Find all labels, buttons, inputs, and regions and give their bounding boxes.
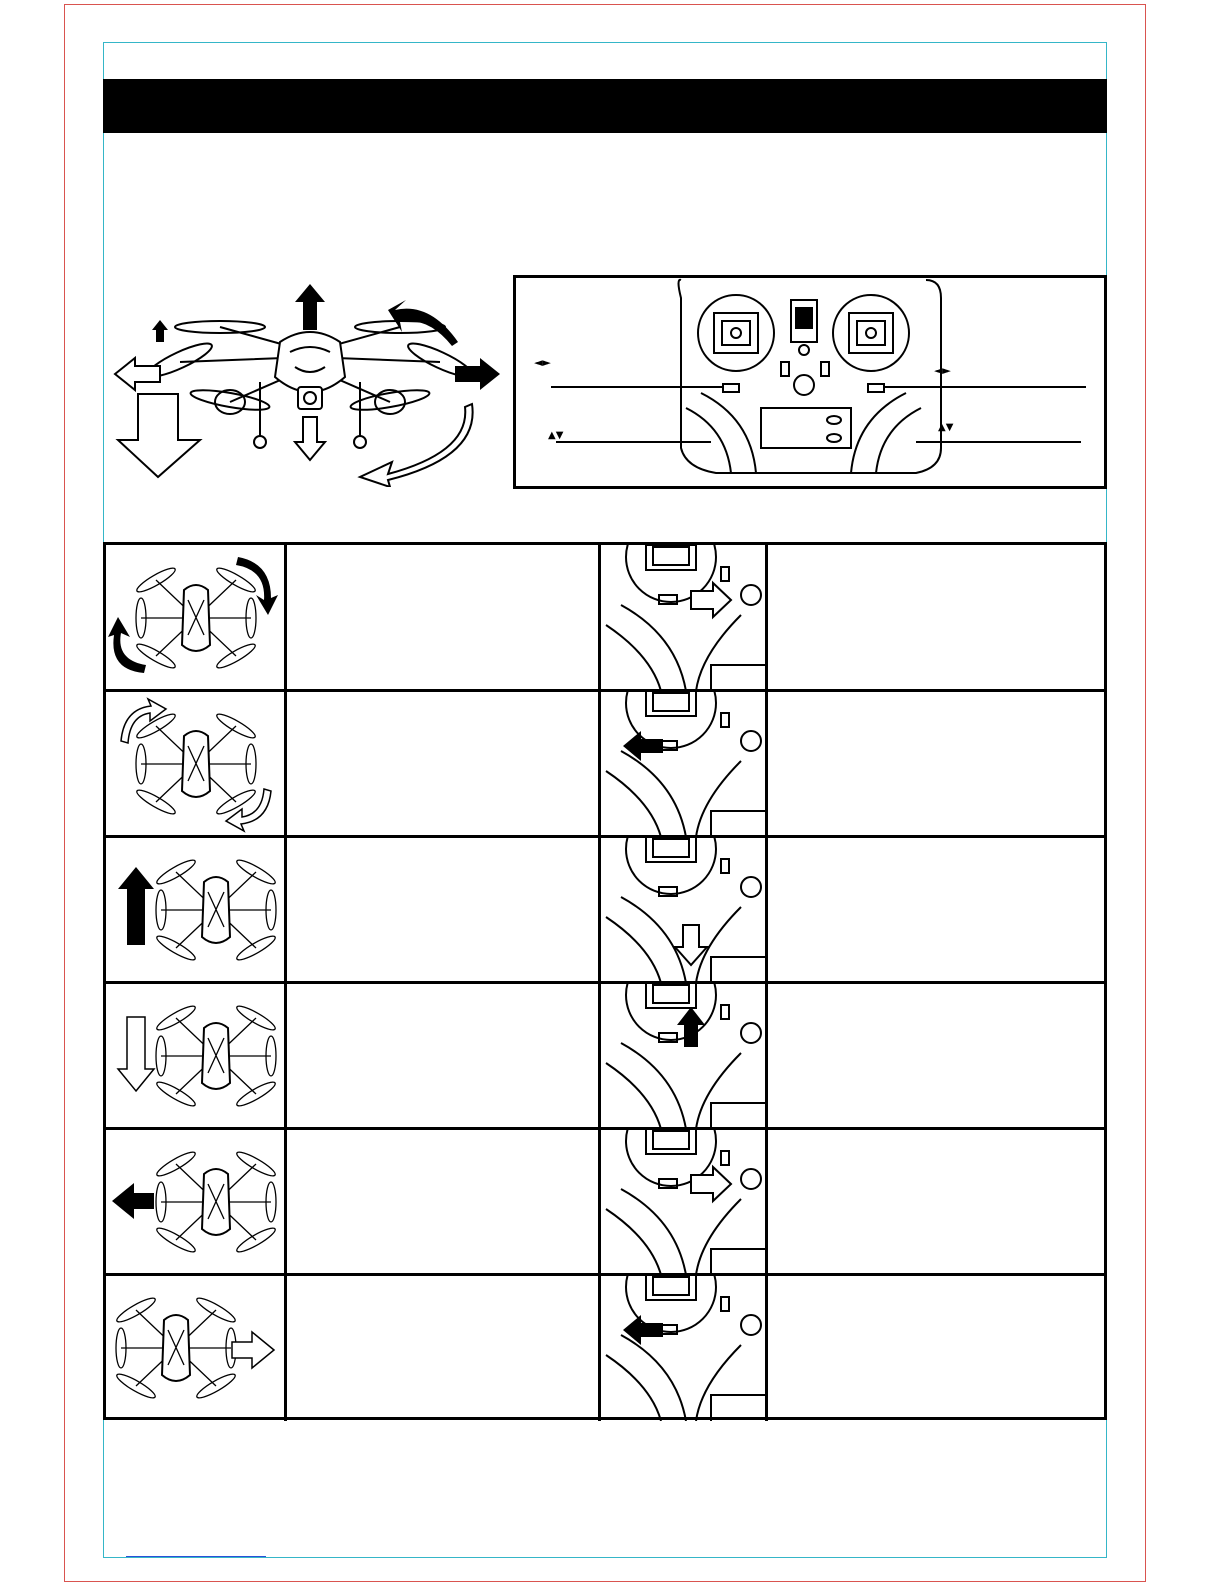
transmitter-with-trim-buttons-icon [516,278,1104,486]
left-ud-trim-arrows: ▲▼ [548,430,564,441]
row-divider [106,689,1104,692]
row-trim-text [768,983,1104,1007]
trim-down-arrow-icon [601,837,768,983]
row-description [287,983,601,1129]
row-trim-text [768,837,1104,861]
row-trim-instruction [768,837,1104,983]
row-description [287,1275,601,1421]
table-row [106,691,1104,837]
trim-up-arrow-icon [601,983,768,1129]
row-trim-text [768,691,1104,715]
hexacopter-drone-with-movement-arrows-icon [110,282,505,487]
row-description-text [287,1275,598,1299]
table-row [106,545,1104,691]
row-description-text [287,983,598,1007]
row-trim-text [768,545,1104,569]
rotate-clockwise-icon [106,545,287,691]
row-trim-text [768,1129,1104,1153]
row-description [287,691,601,837]
row-trim-instruction [768,1275,1104,1421]
row-trim-instruction [768,1129,1104,1275]
trim-left-arrow-icon [601,1275,768,1421]
drift-left-icon [106,1129,287,1275]
row-description-text [287,691,598,715]
table-row [106,837,1104,983]
trim-left-arrow-icon [601,691,768,837]
drift-backward-icon [106,983,287,1129]
row-description-text [287,545,598,569]
table-row [106,983,1104,1129]
rotate-counterclockwise-icon [106,691,287,837]
footer-link-underline [126,1556,266,1557]
row-description [287,1129,601,1275]
section-title-bar [103,79,1107,133]
right-ud-trim-arrows: ▲▼ [938,422,954,433]
drift-forward-icon [106,837,287,983]
left-lr-trim-arrows: ◄► [534,356,551,369]
trim-right-arrow-icon [601,545,768,691]
row-description [287,837,601,983]
row-trim-instruction [768,691,1104,837]
row-description-text [287,837,598,861]
row-divider [106,1273,1104,1276]
right-lr-trim-arrows: ◄► [934,364,951,377]
table-row [106,1275,1104,1421]
trim-right-arrow-icon [601,1129,768,1275]
row-description-text [287,1129,598,1153]
row-trim-instruction [768,545,1104,691]
row-description [287,545,601,691]
row-divider [106,835,1104,838]
row-divider [106,981,1104,984]
trim-adjustment-table [103,542,1107,1420]
table-row [106,1129,1104,1275]
row-divider [106,1127,1104,1130]
transmitter-trim-diagram [513,275,1107,489]
row-trim-text [768,1275,1104,1299]
row-trim-instruction [768,983,1104,1129]
drift-right-icon [106,1275,287,1421]
